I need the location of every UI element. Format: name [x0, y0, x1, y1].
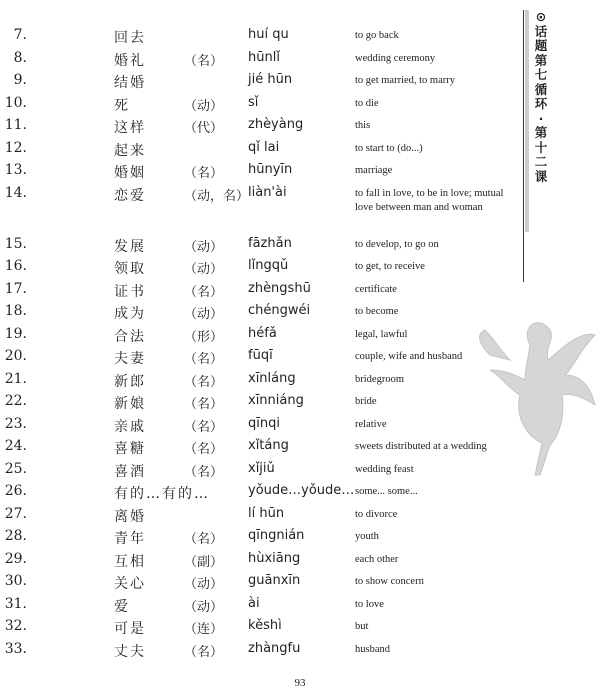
entry-hanzi: 互相 — [114, 553, 146, 570]
entry-part-of-speech: （名） — [184, 464, 224, 480]
entry-pinyin: yǒude…yǒude… — [248, 483, 355, 498]
entry-pinyin: zhèyàng — [248, 117, 304, 132]
margin-bar — [525, 10, 529, 232]
entry-pinyin: zhèngshū — [248, 280, 311, 296]
vocab-entry — [0, 303, 520, 325]
entry-number: 18. — [4, 303, 27, 319]
vocab-entry — [0, 461, 520, 483]
entry-pinyin: xīnniáng — [248, 393, 304, 408]
entry-hanzi: 这样 — [114, 120, 146, 136]
entry-english: to fall in love, to be in love; mutual love between man and woman — [355, 187, 504, 213]
page-number: 93 — [294, 677, 306, 689]
entry-part-of-speech: （动） — [184, 262, 224, 277]
entry-part-of-speech: （形） — [184, 329, 224, 345]
vocab-entry — [0, 618, 520, 640]
vocab-entry — [0, 483, 520, 505]
entry-number: 25. — [4, 460, 27, 477]
entry-hanzi: 新娘 — [114, 396, 146, 412]
vocab-entry — [0, 258, 520, 280]
entry-english: to get, to receive — [355, 261, 425, 272]
vocab-entry — [0, 416, 520, 438]
entry-hanzi: 领取 — [114, 261, 146, 277]
entry-number: 30. — [4, 573, 27, 589]
entry-pinyin: chéngwéi — [248, 303, 311, 318]
entry-pinyin: fāzhǎn — [248, 235, 292, 251]
entry-hanzi: 结婚 — [114, 75, 146, 91]
entry-pinyin: qīngnián — [248, 528, 305, 543]
entry-english: bride — [355, 396, 377, 407]
entry-english: to start to (do...) — [355, 142, 423, 154]
vocab-entry — [0, 641, 520, 663]
entry-part-of-speech: （名） — [184, 53, 224, 69]
entry-number: 29. — [4, 550, 27, 567]
entry-hanzi: 合法 — [114, 328, 146, 345]
vocab-entry — [0, 506, 520, 528]
vocab-entry — [0, 596, 520, 618]
entry-part-of-speech: （名） — [184, 374, 224, 390]
entry-hanzi: 回去 — [114, 30, 146, 46]
entry-pinyin: kěshì — [248, 618, 282, 633]
margin-rule — [523, 10, 524, 282]
vocab-entry — [0, 117, 520, 139]
vocab-entry — [0, 162, 520, 184]
entry-hanzi: 死 — [114, 97, 130, 114]
entry-pinyin: huí qu — [248, 27, 289, 42]
entry-english: to love — [355, 598, 384, 610]
entry-english: to divorce — [355, 508, 398, 520]
entry-part-of-speech: （代） — [184, 121, 224, 136]
entry-pinyin: sǐ — [248, 94, 259, 110]
vocab-entry — [0, 573, 520, 595]
entry-hanzi: 发展 — [114, 238, 146, 255]
entry-hanzi: 夫妻 — [114, 351, 146, 367]
entry-part-of-speech: （动） — [184, 307, 224, 322]
entry-hanzi: 亲戚 — [114, 418, 146, 435]
entry-english: wedding ceremony — [355, 52, 436, 64]
entry-hanzi: 恋爱 — [114, 187, 146, 204]
entry-part-of-speech: （动） — [184, 98, 224, 114]
entry-number: 19. — [4, 325, 27, 342]
entry-number: 21. — [4, 370, 27, 387]
entry-pinyin: xīnláng — [248, 370, 296, 386]
entry-hanzi: 喜酒 — [114, 463, 146, 480]
entry-part-of-speech: （动） — [184, 239, 224, 255]
chapter-side-title: ⊙话题第七循环·第十二课 — [534, 9, 548, 184]
entry-part-of-speech: （名） — [184, 284, 224, 300]
entry-english: to go back — [355, 30, 399, 41]
entry-part-of-speech: （名） — [184, 644, 224, 660]
entry-number: 13. — [4, 162, 27, 178]
entry-part-of-speech: （名） — [184, 532, 224, 547]
entry-english: to show concern — [355, 576, 424, 587]
entry-english: to get married, to marry — [355, 75, 456, 86]
entry-hanzi: 成为 — [114, 306, 146, 322]
entry-number: 22. — [4, 393, 27, 409]
entry-number: 31. — [4, 595, 27, 612]
entry-pinyin: xǐtáng — [248, 438, 289, 453]
entry-english: husband — [355, 643, 390, 655]
entry-english: legal, lawful — [355, 328, 408, 340]
entry-pinyin: hùxiāng — [248, 550, 301, 566]
entry-hanzi: 证书 — [114, 283, 146, 300]
entry-hanzi: 起来 — [114, 142, 146, 159]
vocab-entry — [0, 72, 520, 94]
vocab-entry — [0, 551, 520, 573]
entry-number: 14. — [4, 184, 27, 201]
entry-english: but — [355, 621, 369, 632]
entry-number: 20. — [4, 348, 27, 364]
entry-number: 33. — [4, 640, 27, 657]
entry-pinyin: liàn'ài — [248, 184, 287, 200]
entry-english: certificate — [355, 283, 397, 295]
vocab-entry — [0, 281, 520, 303]
entry-pinyin: xǐjiǔ — [248, 460, 275, 476]
entry-english: some... some... — [355, 486, 418, 497]
entry-number: 23. — [4, 415, 27, 432]
entry-pinyin: ài — [248, 595, 260, 611]
entry-hanzi: 喜糖 — [114, 441, 146, 457]
entry-english: each other — [355, 553, 399, 565]
entry-number: 10. — [4, 94, 27, 111]
entry-hanzi: 可是 — [114, 621, 146, 637]
entry-pinyin: lí hūn — [248, 505, 285, 521]
vocab-entry — [0, 438, 520, 460]
vocab-entry — [0, 326, 520, 348]
entry-number: 17. — [4, 280, 27, 297]
entry-number: 12. — [4, 139, 27, 156]
entry-hanzi: 爱 — [114, 598, 130, 615]
entry-english: this — [355, 120, 371, 131]
entry-number: 24. — [4, 438, 27, 454]
entry-pinyin: jié hūn — [248, 72, 293, 87]
vocab-entry — [0, 371, 520, 393]
entry-english: to develop, to go on — [355, 238, 439, 250]
entry-number: 16. — [4, 258, 27, 274]
entry-number: 8. — [13, 49, 27, 66]
vocab-entry — [0, 236, 520, 258]
entry-part-of-speech: （名） — [184, 419, 224, 435]
entry-english: wedding feast — [355, 463, 414, 475]
entry-english: youth — [355, 531, 379, 542]
entry-part-of-speech: （动，名） — [184, 188, 250, 204]
entry-part-of-speech: （名） — [184, 397, 224, 412]
entry-english: to die — [355, 97, 379, 109]
entry-pinyin: guānxīn — [248, 573, 301, 588]
entry-number: 7. — [13, 27, 27, 43]
entry-pinyin: zhàngfu — [248, 640, 301, 656]
entry-pinyin: héfǎ — [248, 325, 277, 341]
entry-pinyin: lǐngqǔ — [248, 258, 289, 273]
vocab-entry — [0, 528, 520, 550]
vocab-entry — [0, 50, 520, 72]
entry-english: bridegroom — [355, 373, 404, 385]
entry-number: 28. — [4, 528, 27, 544]
vocab-entry — [0, 95, 520, 117]
entry-pinyin: qǐ lai — [248, 139, 280, 155]
entry-english: marriage — [355, 165, 393, 176]
entry-pinyin: fūqī — [248, 348, 273, 363]
vocab-entry — [0, 27, 520, 49]
entry-hanzi: 婚礼 — [114, 52, 146, 69]
entry-english: sweets distributed at a wedding — [355, 441, 487, 452]
entry-english: couple, wife and husband — [355, 351, 463, 362]
entry-part-of-speech: （连） — [184, 622, 224, 637]
entry-number: 26. — [4, 483, 27, 499]
entry-part-of-speech: （名） — [184, 442, 224, 457]
entry-number: 11. — [4, 117, 27, 133]
vocab-entry — [0, 348, 520, 370]
entry-number: 15. — [4, 235, 27, 252]
entry-hanzi: 青年 — [114, 531, 146, 547]
vocab-entry — [0, 393, 520, 415]
entry-english: relative — [355, 418, 387, 430]
entry-number: 9. — [13, 72, 27, 88]
entry-part-of-speech: （动） — [184, 577, 224, 592]
entry-number: 27. — [4, 505, 27, 522]
entry-pinyin: hūnlǐ — [248, 49, 280, 65]
entry-number: 32. — [4, 618, 27, 634]
entry-hanzi: 新郎 — [114, 373, 146, 390]
vocab-entry — [0, 140, 520, 162]
entry-hanzi: 有的…有的… — [114, 486, 210, 502]
entry-pinyin: hūnyīn — [248, 162, 293, 177]
entry-hanzi: 婚姻 — [114, 165, 146, 181]
entry-part-of-speech: （动） — [184, 599, 224, 615]
entry-part-of-speech: （副） — [184, 554, 224, 570]
entry-english: to become — [355, 306, 399, 317]
vocab-entry — [0, 184, 520, 213]
entry-hanzi: 关心 — [114, 576, 146, 592]
entry-pinyin: qīnqi — [248, 415, 280, 431]
entry-hanzi: 丈夫 — [114, 643, 146, 660]
entry-part-of-speech: （名） — [184, 166, 224, 181]
entry-hanzi: 离婚 — [114, 508, 146, 525]
entry-part-of-speech: （名） — [184, 352, 224, 367]
